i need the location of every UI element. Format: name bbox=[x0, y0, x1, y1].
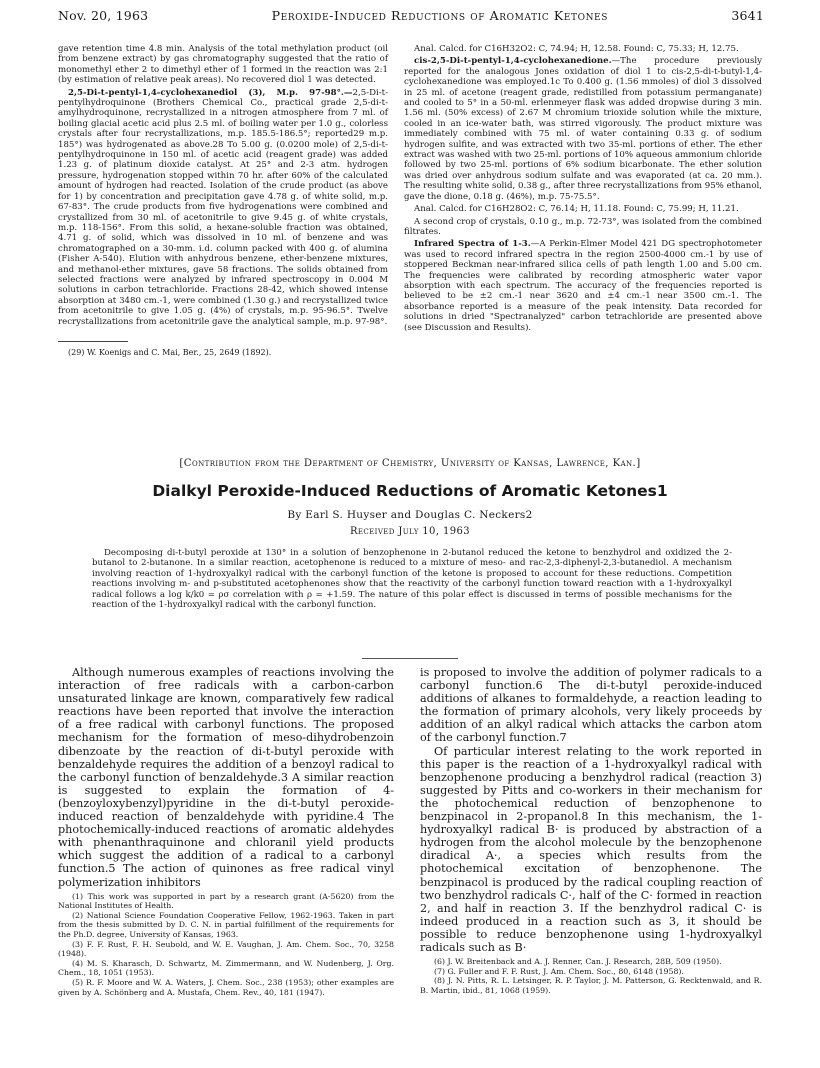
article-authors: By Earl S. Huyser and Douglas C. Neckers2 bbox=[287, 509, 533, 521]
body-right-column bbox=[420, 666, 762, 995]
article-title: Dialkyl Peroxide-Induced Reductions of Aromatic Ketones1 bbox=[152, 482, 668, 500]
contribution-line: [Contribution from the Department of Chemistry, University of Kansas, Lawrence, Kan.] bbox=[179, 458, 641, 469]
paragraph: is proposed to involve the addition of polymer radicals to a carbonyl function.6 The di-t-butyl peroxide-induced additions of alkanes to formaldehyde, a reaction leading to the formation of primary alcohols, very likely proceeds by addition of an alkyl radical which attacks the carbon atom of the carbonyl function.7 bbox=[420, 666, 762, 745]
top-right-column bbox=[404, 44, 762, 335]
footnote: (3) F. F. Rust, F. H. Seubold, and W. E. Vaughan, J. Am. Chem. Soc., 70, 3258 (1948). bbox=[58, 939, 394, 959]
paragraph: Of particular interest relating to the work reported in this paper is the reaction of a 1-hydroxyalkyl radical with benzophenone producing a benzhydrol radical (reaction 3) suggested by Pitts and co-workers in their mechanism for the photochemical reduction of benzophenone to benzpinacol in 2-propanol.8 In this mechanism, the 1-hydroxyalkyl radical B· is produced by abstraction of a hydrogen from the alcohol molecule by the benzophenone diradical A·, a species which results from the photochemical excitation of benzophenone. The benzpinacol is produced by the radical coupling reaction of two benzhydrol radicals C·, half of the C· formed in reaction 2, and half in reaction 3. If the benzhydrol radical C· is indeed produced in a reaction such as 3, it should be possible to reduce benzophenone using 1-hydroxyalkyl radicals such as B· bbox=[420, 744, 762, 954]
abstract: Decomposing di-t-butyl peroxide at 130° in a solution of benzophenone in 2-butanol reduced the ketone to benzhydrol and oxidized the 2-butanol to 2-butanone. In a similar reaction, acetophenone is reduced to a mixture of meso- and rac-2,3-diphenyl-2,3-butanediol. A mechanism involving reaction of 1-hydroxyalkyl radical with the carbonyl function of the ketone is proposed to account for these reductions. Competition reactions involving m- and p-substituted acetophenones show that the reactivity of the carbonyl function toward reaction with a 1-hydroxyalkyl radical follows a log k/k0 = ρσ correlation with ρ = +1.59. The nature of this polar effect is discussed in terms of possible mechanisms for the reaction of the 1-hydroxyalkyl radical with the carbonyl function. bbox=[92, 548, 732, 611]
footnote: (1) This work was supported in part by a research grant (A-5620) from the National Institutes of Health. bbox=[58, 891, 394, 911]
footnote: (6) J. W. Breitenback and A. J. Renner, Can. J. Research, 28B, 509 (1950). bbox=[434, 957, 722, 967]
footnote: (2) National Science Foundation Cooperative Fellow, 1962-1963. Taken in part from the thesis submitted by D. C. N. in partial fulfillment of the requirements for the Ph.D. degree, University of Kansas, 1963. bbox=[58, 910, 394, 939]
footnote: (4) M. S. Kharasch, D. Schwartz, M. Zimmermann, and W. Nudenberg, J. Org. Chem., 18, 1051 (1953). bbox=[58, 958, 394, 978]
footnotes bbox=[420, 957, 762, 995]
paragraph-text: —The procedure previously reported for the analogous Jones oxidation of diol 1 to cis-2,5-di-t-butyl-1,4-cyclohexanedione was employed.1c To 0.400 g. (1.56 mmoles) of diol 3 dissolved in 25 ml. of acetone (reagent grade, redistilled from potassium permanganate) and cooled to 5° in a 50-ml. erlenmeyer flask was added dropwise during 3 min. 1.56 ml. (50% excess) of 2.67 M chromium trioxide solution while the mixture, cooled in an ice-water bath, was stirred vigorously. The product mixture was immediately combined with 75 ml. of water containing 0.33 g. of sodium hydrogen sulfite, and was extracted with two 35-ml. portions of ether. The ether extract was washed with two 25-ml. portions of 10% aqueous ammonium chloride followed by two 25-ml. portions of 6% sodium bicarbonate. The ether solution was dried over anhydrous sodium sulfate and was evaporated (at ca. 20 mm.). The resulting white solid, 0.38 g., after three recrystallizations from 95% ethanol, gave the dione, 0.18 g. (46%), m.p. 75-75.5°. bbox=[404, 56, 762, 202]
footnotes bbox=[58, 892, 394, 998]
footnote: (8) J. N. Pitts, R. L. Letsinger, R. P. Taylor, J. M. Patterson, G. Recktenwald, and R. B. Martin, ibid., 81, 1068 (1959). bbox=[420, 976, 762, 995]
paragraph: gave retention time 4.8 min. Analysis of the total methylation product (oil from benzene extract) by gas chromatography suggested that the ratio of monomethyl ether 2 to dimethyl ether of 1 formed in the reaction was 2:1 (by estimation of relative peak areas). No recovered diol 1 was detected. bbox=[58, 44, 388, 86]
body-left-column bbox=[58, 666, 394, 997]
footnote: (29) W. Koenigs and C. Mai, Ber., 25, 2649 (1892). bbox=[68, 347, 272, 357]
paragraph bbox=[404, 56, 762, 202]
top-left-column bbox=[58, 44, 388, 360]
paragraph: Although numerous examples of reactions involving the interaction of free radicals with a carbon-carbon unsaturated linkage are known, comparatively few radical reactions have been reported that involve the interaction of a free radical with carbonyl functions. The proposed mechanism for the formation of meso-dihydrobenzoin dibenzoate by the reaction of di-t-butyl peroxide with benzaldehyde requires the addition of a benzoyl radical to the carbonyl function of benzaldehyde.3 A similar reaction is suggested to explain the formation of 4-(benzoyloxybenzyl)pyridine in the di-t-butyl peroxide-induced reaction of benzaldehyde with pyridine.4 The photochemically-induced reactions of aromatic aldehydes with phenanthraquinone and chloranil yield products which suggest the addition of a radical to a carbonyl function.5 The action of quinones as free radical vinyl polymerization inhibitors bbox=[58, 666, 394, 889]
section-divider bbox=[362, 658, 458, 659]
header-title: Peroxide-Induced Reductions of Aromatic Ketones bbox=[271, 8, 608, 23]
analysis-line: Anal. Calcd. for C16H28O2: C, 76.14; H, 11.18. Found: C, 75.99; H, 11.21. bbox=[414, 204, 739, 215]
section-heading: Infrared Spectra of 1-3. bbox=[414, 239, 531, 250]
section-heading: 2,5-Di-t-pentyl-1,4-cyclohexanediol (3), M.p. 97-98°.— bbox=[68, 87, 353, 98]
paragraph bbox=[404, 239, 762, 333]
running-header bbox=[58, 8, 764, 32]
received-date: Received July 10, 1963 bbox=[349, 526, 471, 537]
paragraph-text: —A Perkin-Elmer Model 421 DG spectrophotometer was used to record infrared spectra in the region 2500-4000 cm.-1 by use of stoppered Beckman near-infrared silica cells of path length 1.00 and 5.00 cm. The frequencies were calibrated by recording atmospheric water vapor absorption with each spectrum. The accuracy of the frequencies reported is believed to be ±2 cm.-1 near 3620 and ±4 cm.-1 near 3500 cm.-1. The absorbance reported is a measure of the peak intensity. Data recorded for solutions in dried "Spectranalyzed" carbon tetrachloride are presented above (see Discussion and Results). bbox=[404, 239, 762, 333]
analysis-line: Anal. Calcd. for C16H32O2: C, 74.94; H, 12.58. Found: C, 75.33; H, 12.75. bbox=[414, 44, 739, 54]
paragraph bbox=[58, 88, 388, 327]
footnote-rule bbox=[58, 341, 128, 342]
paragraph: A second crop of crystals, 0.10 g., m.p. 72-73°, was isolated from the combined filtrates. bbox=[404, 216, 762, 237]
header-date: Nov. 20, 1963 bbox=[58, 8, 149, 23]
paragraph-text: 2,5-Di-t-pentylhydroquinone (Brothers Chemical Co., practical grade 2,5-di-t-amylhydroquinone, recrystallized in a nitrogen atmosphere from 7 ml. of boiling glacial acetic acid plus 2.5 ml. of boiling water per 1.0 g., colorless crystals after four recrystallizations, m.p. 185.5-186.5°; reported29 m.p. 185°) was hydrogenated as above.28 To 5.00 g. (0.0200 mole) of 2,5-di-t-pentylhydroquinone in 150 ml. of acetic acid (reagent grade) was added 1.23 g. of platinum dioxide catalyst. At 25° and 2-3 atm. hydrogen pressure, hydrogenation stopped within 70 hr. after 60% of the calculated amount of hydrogen had reacted. Isolation of the crude product (as above for 1) by concentration and precipitation gave 4.78 g. of white solid, m.p. 67-83°. The crude products from five hydrogenations were combined and crystallized from 30 ml. of acetonitrile to give 9.45 g. of white crystals, m.p. 118-156°. From this solid, a hexane-soluble fraction was obtained, 4.71 g. of solid, which was dissolved in 10 ml. of benzene and was chromatographed on a 30-mm. i.d. column packed with 400 g. of alumina (Fisher A-540). Elution with anhydrous benzene, ether-benzene mixtures, and methanol-ether mixtures, gave 58 fractions. The solids obtained from selected fractions were analyzed by infrared spectroscopy in 0.004 M solutions in carbon tetrachloride. Fractions 28-42, which showed intense absorption at 3480 cm.-1, were combined (1.30 g.) and recrystallized twice from acetonitrile to give 1.05 g. (4%) of crystals, m.p. 95-96.5°. Twelve recrystallizations from acetonitrile gave the analytical sample, m.p. 97-98°. bbox=[58, 87, 388, 327]
footnote: (5) R. F. Moore and W. A. Waters, J. Chem. Soc., 238 (1953); other examples are given by A. Schönberg and A. Mustafa, Chem. Rev., 40, 181 (1947). bbox=[58, 977, 394, 997]
section-heading: cis-2,5-Di-t-pentyl-1,4-cyclohexanedione. bbox=[414, 56, 612, 67]
header-page-number: 3641 bbox=[731, 8, 764, 23]
footnote: (7) G. Fuller and F. F. Rust, J. Am. Chem. Soc., 80, 6148 (1958). bbox=[434, 966, 684, 976]
